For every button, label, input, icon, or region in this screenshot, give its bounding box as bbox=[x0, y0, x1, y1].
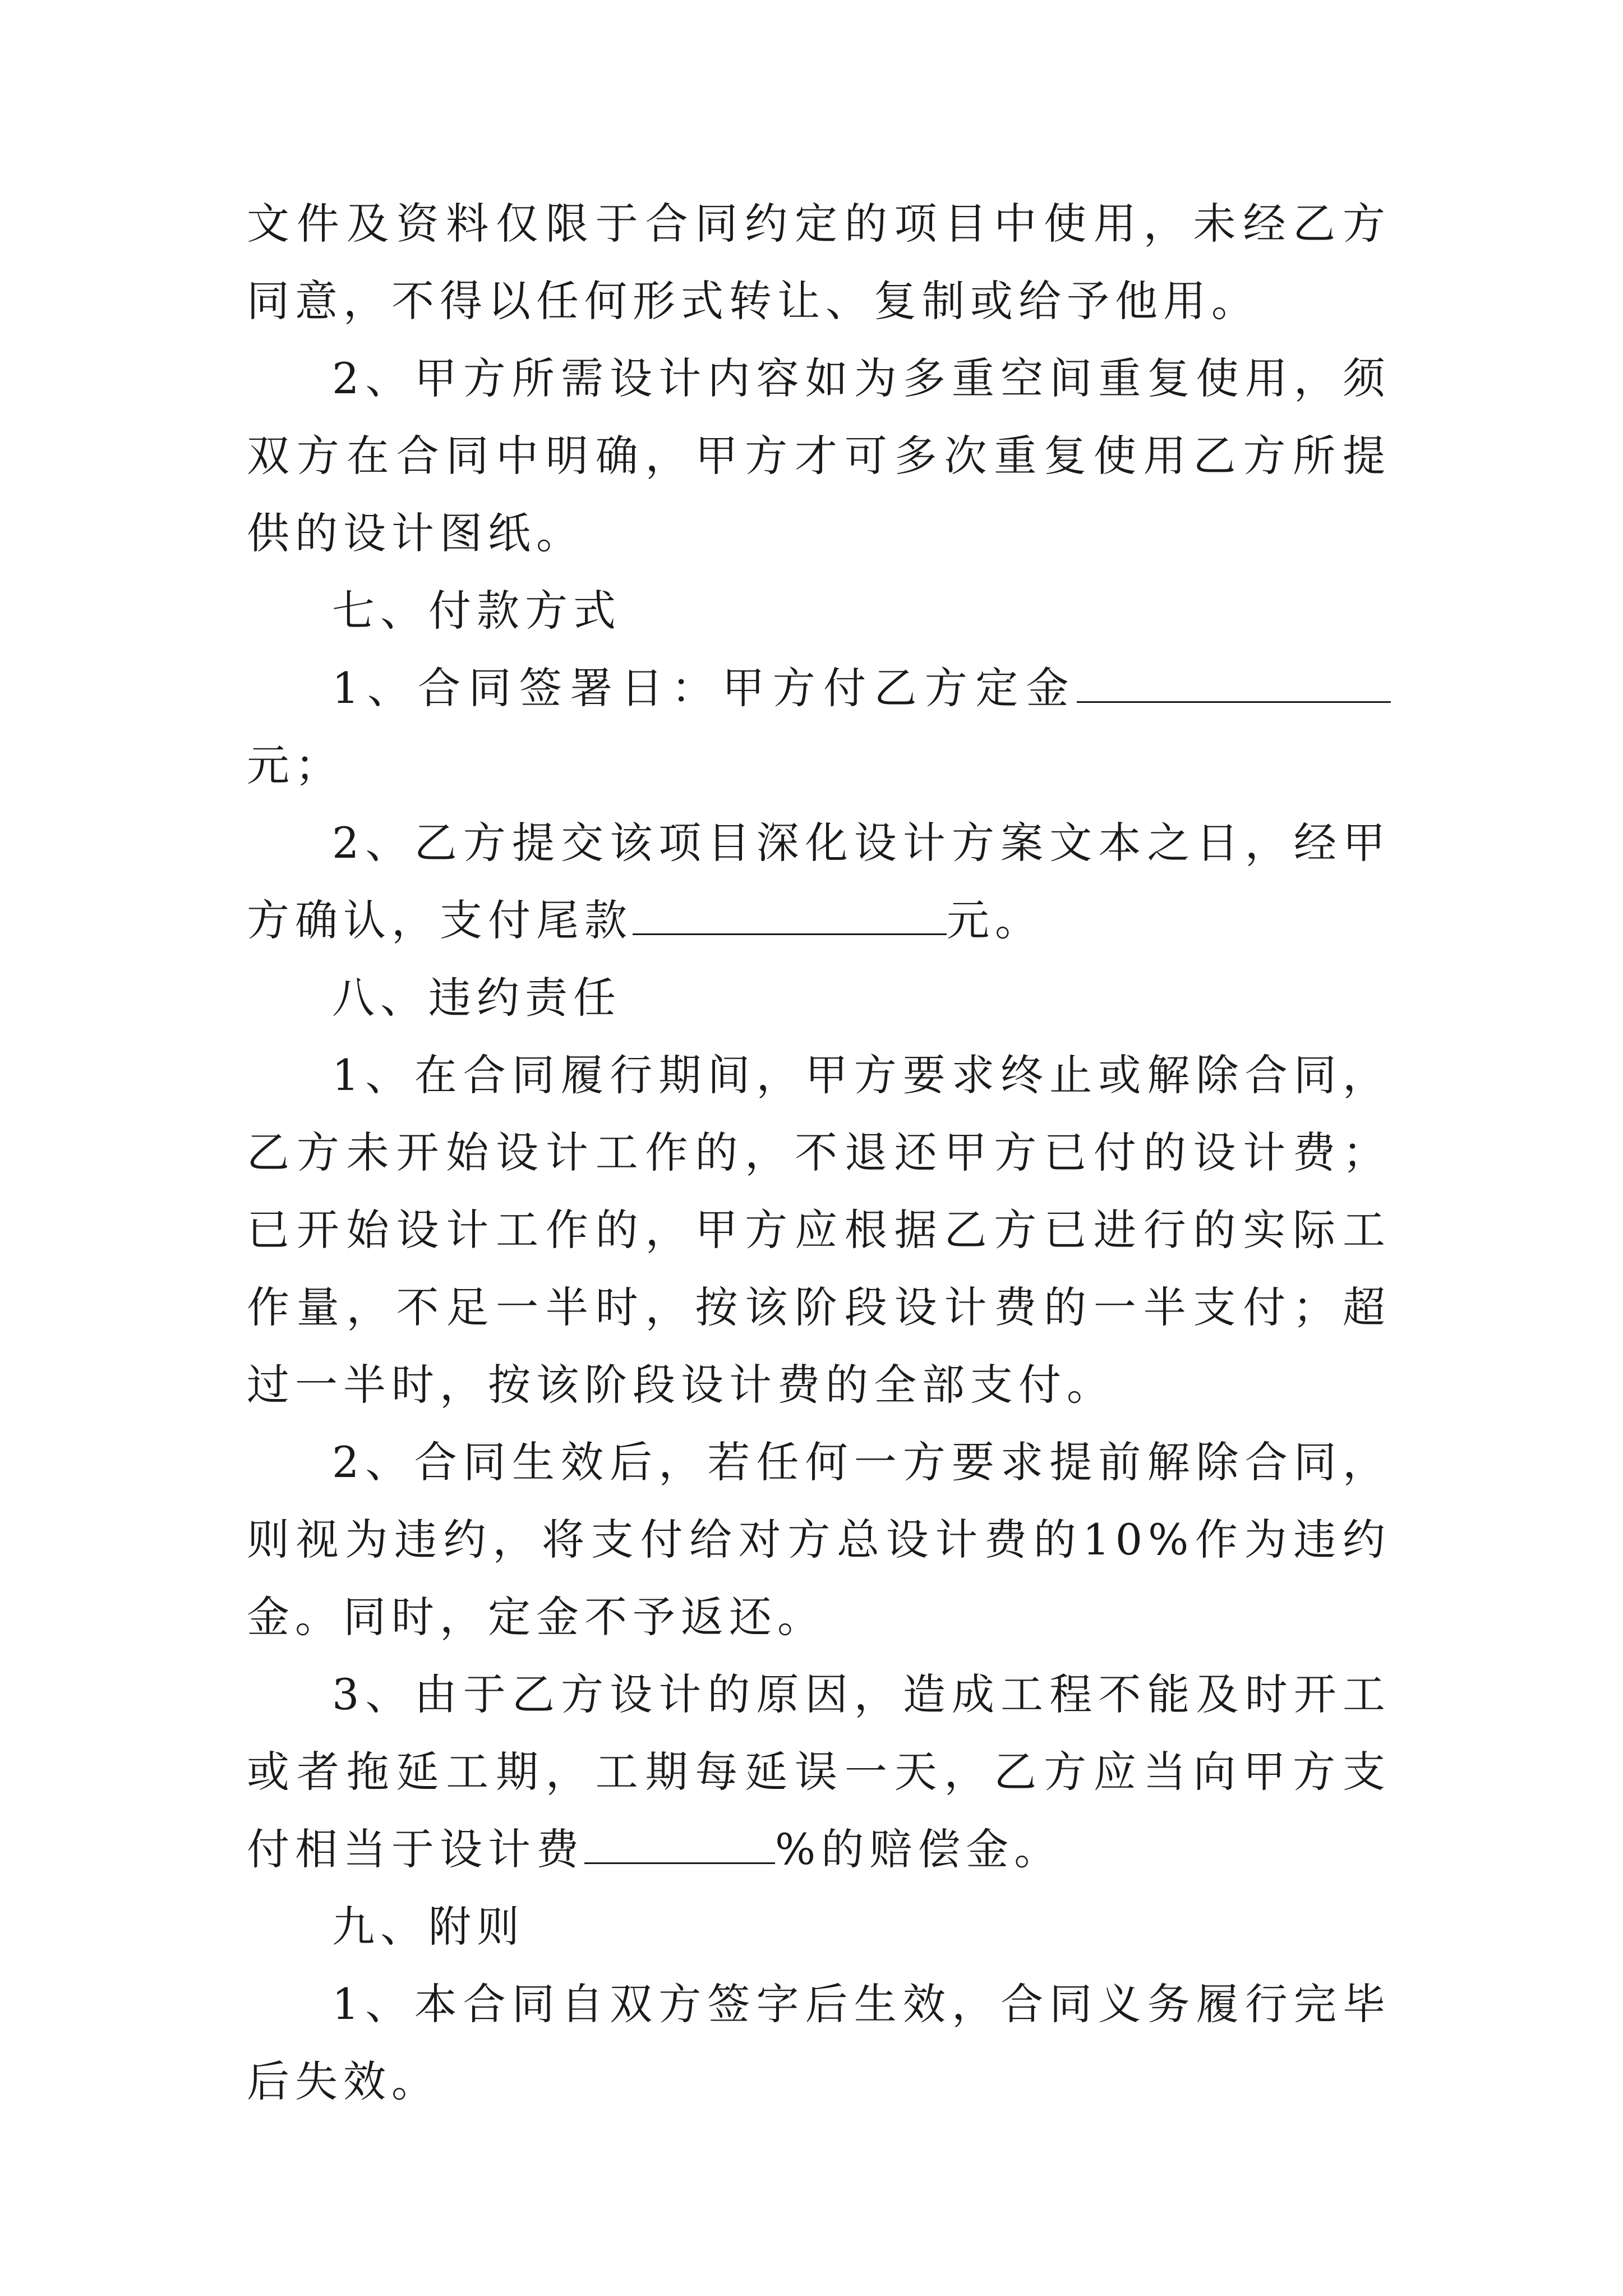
final-payment-unit: 元。 bbox=[947, 895, 1043, 945]
paragraph-repeat-use: 2、甲方所需设计内容如为多重空间重复使用，须双方在合同中明确，甲方才可多次重复使用乙方所提供的设计图纸。 bbox=[247, 353, 1391, 558]
deposit-amount-blank bbox=[1077, 656, 1391, 703]
paragraph-termination: 1、在合同履行期间，甲方要求终止或解除合同，乙方未开始设计工作的，不退还甲方已付的设计费；已开始设计工作的，甲方应根据乙方已进行的实际工作量，不足一半时，按该阶段设计费的一半支付；超过一半时，按该阶段设计费的全部支付。 bbox=[247, 1050, 1391, 1410]
compensation-unit: %的赔偿金。 bbox=[775, 1824, 1063, 1874]
section-title-payment: 七、付款方式 bbox=[332, 586, 621, 636]
paragraph-effectiveness: 1、本合同自双方签字后生效，合同义务履行完毕后失效。 bbox=[247, 1979, 1391, 2106]
delay-text: 3、由于乙方设计的原因，造成工程不能及时开工或者拖延工期，工期每延误一天，乙方应当向甲方支付相当于设计费 bbox=[247, 1669, 1391, 1874]
paragraph-final-payment bbox=[247, 804, 1391, 959]
paragraph-breach: 2、合同生效后，若任何一方要求提前解除合同，则视为违约，将支付给对方总设计费的10%作为违约金。同时，定金不予返还。 bbox=[247, 1437, 1391, 1642]
deposit-unit: 元； bbox=[247, 740, 343, 790]
section-title-supplementary: 九、附则 bbox=[332, 1902, 525, 1952]
paragraph-deposit bbox=[247, 650, 1391, 804]
compensation-percent-blank bbox=[584, 1818, 775, 1864]
deposit-text: 1、合同签署日：甲方付乙方定金 bbox=[332, 663, 1077, 713]
paragraph-usage-restriction: 文件及资料仅限于合同约定的项目中使用，未经乙方同意，不得以任何形式转让、复制或给予他用。 bbox=[247, 199, 1391, 326]
section-title-liability: 八、违约责任 bbox=[332, 973, 621, 1023]
final-payment-text: 2、乙方提交该项目深化设计方案文本之日，经甲方确认，支付尾款 bbox=[247, 818, 1391, 945]
document-body bbox=[247, 185, 1391, 2120]
final-payment-amount-blank bbox=[633, 889, 947, 935]
paragraph-delay-compensation bbox=[247, 1656, 1391, 1888]
